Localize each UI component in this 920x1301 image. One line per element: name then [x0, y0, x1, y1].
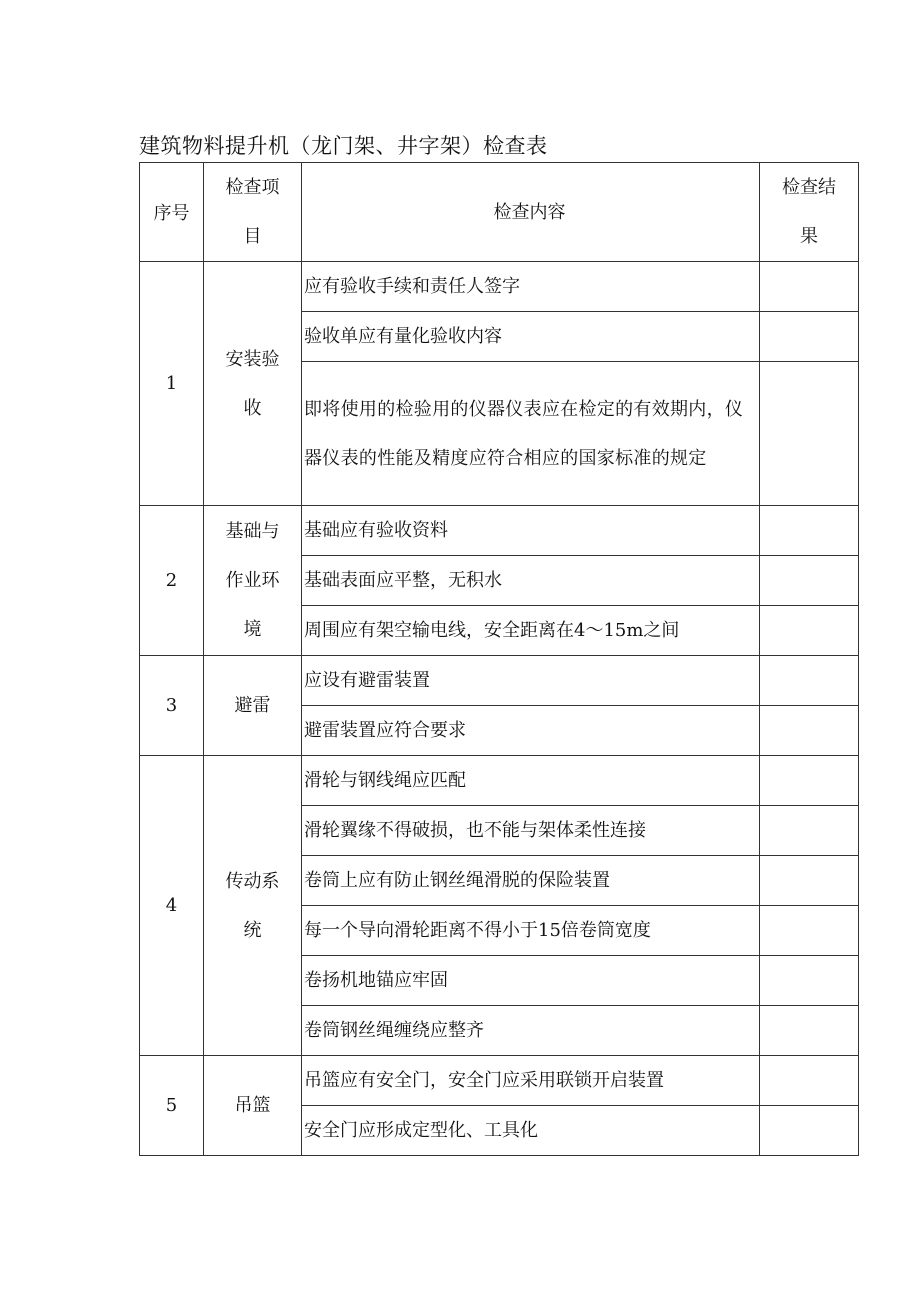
header-result-line: 检查结	[782, 177, 836, 198]
check-content: 应设有避雷装置	[302, 656, 760, 706]
group-item-line: 吊篮	[234, 1095, 271, 1116]
result-cell[interactable]	[760, 556, 859, 606]
result-cell[interactable]	[760, 312, 859, 362]
check-content: 基础表面应平整，无积水	[302, 556, 760, 606]
group-number: 2	[140, 506, 204, 656]
group-number: 4	[140, 756, 204, 1056]
check-content: 安全门应形成定型化、工具化	[302, 1106, 760, 1156]
check-content: 应有验收手续和责任人签字	[302, 262, 760, 312]
check-content: 卷筒钢丝绳缠绕应整齐	[302, 1006, 760, 1056]
group-number: 5	[140, 1056, 204, 1156]
table-header-row	[140, 163, 859, 262]
result-cell[interactable]	[760, 1006, 859, 1056]
inspection-table	[139, 162, 859, 1156]
group-item-line: 基础与	[225, 521, 280, 542]
check-content: 验收单应有量化验收内容	[302, 312, 760, 362]
table-row	[140, 656, 859, 706]
result-cell[interactable]	[760, 906, 859, 956]
result-cell[interactable]	[760, 262, 859, 312]
result-cell[interactable]	[760, 656, 859, 706]
document-title: 建筑物料提升机（龙门架、井字架）检查表	[139, 134, 548, 158]
header-content: 检查内容	[302, 163, 760, 262]
table-row	[140, 756, 859, 806]
result-cell[interactable]	[760, 1106, 859, 1156]
group-item	[204, 656, 302, 756]
check-content: 吊篮应有安全门，安全门应采用联锁开启装置	[302, 1056, 760, 1106]
header-item-line: 检查项	[225, 177, 280, 198]
table-row	[140, 506, 859, 556]
group-item	[204, 506, 302, 656]
check-content-text: 即将使用的检验用的仪器仪表应在检定的有效期内，仪器仪表的性能及精度应符合相应的国家标准的规定	[304, 398, 744, 469]
check-content: 周围应有架空输电线，安全距离在4～15m之间	[302, 606, 760, 656]
group-item-line: 收	[243, 397, 262, 419]
header-result-line: 果	[800, 226, 818, 247]
result-cell[interactable]	[760, 806, 859, 856]
check-content: 卷扬机地锚应牢固	[302, 956, 760, 1006]
check-content: 滑轮翼缘不得破损，也不能与架体柔性连接	[302, 806, 760, 856]
result-cell[interactable]	[760, 756, 859, 806]
table-row	[140, 1056, 859, 1106]
check-content	[302, 362, 760, 506]
table-row	[140, 262, 859, 312]
result-cell[interactable]	[760, 956, 859, 1006]
header-item-line: 目	[243, 226, 262, 247]
group-number: 3	[140, 656, 204, 756]
result-cell[interactable]	[760, 606, 859, 656]
result-cell[interactable]	[760, 362, 859, 506]
header-result	[760, 163, 859, 262]
group-number: 1	[140, 262, 204, 506]
check-content: 基础应有验收资料	[302, 506, 760, 556]
result-cell[interactable]	[760, 1056, 859, 1106]
check-content: 滑轮与钢线绳应匹配	[302, 756, 760, 806]
group-item-line: 传动系	[225, 870, 280, 892]
check-content: 每一个导向滑轮距离不得小于15倍卷筒宽度	[302, 906, 760, 956]
group-item-line: 统	[243, 919, 262, 941]
check-content: 避雷装置应符合要求	[302, 706, 760, 756]
check-content: 卷筒上应有防止钢丝绳滑脱的保险装置	[302, 856, 760, 906]
header-item	[204, 163, 302, 262]
header-no: 序号	[140, 163, 204, 262]
result-cell[interactable]	[760, 856, 859, 906]
result-cell[interactable]	[760, 506, 859, 556]
group-item-line: 安装验	[225, 348, 280, 370]
group-item-line: 境	[243, 619, 262, 640]
group-item	[204, 1056, 302, 1156]
group-item-line: 作业环	[225, 570, 280, 591]
result-cell[interactable]	[760, 706, 859, 756]
group-item	[204, 756, 302, 1056]
group-item-line: 避雷	[234, 695, 271, 716]
group-item	[204, 262, 302, 506]
